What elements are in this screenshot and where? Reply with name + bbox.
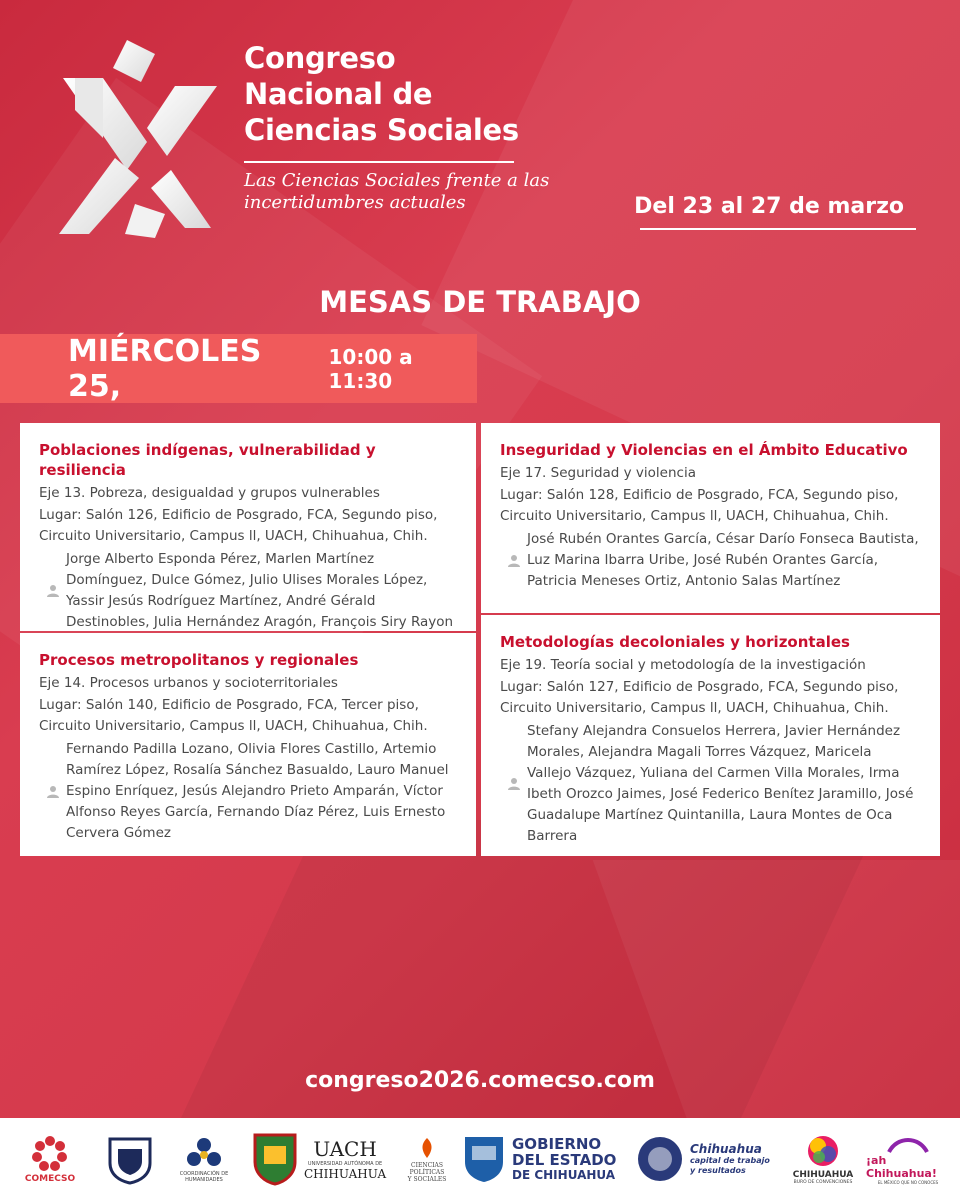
mesa-lugar: Lugar: Salón 128, Edificio de Posgrado, FCA, Segundo piso, Circuito Universitario, Campus ll, UACH, Chihuahua, Chih. [500, 487, 899, 524]
person-icon [500, 777, 527, 791]
person-icon [500, 554, 527, 568]
participant-names: Jorge Alberto Esponda Pérez, Marlen Martínez Domínguez, Dulce Gómez, Julio Ulises Morales López, Yassir Jesús Rodríguez Martínez, André Gérald Destinobles, Julia Hernández Aragón, François Siry Rayon [66, 551, 454, 630]
mesa-eje: Eje 14. Procesos urbanos y socioterritoriales [39, 675, 338, 691]
mesa-lugar: Lugar: Salón 126, Edificio de Posgrado, FCA, Segundo piso, Circuito Universitario, Campus ll, UACH, Chihuahua, Chih. [39, 507, 438, 544]
tagline: Las Ciencias Sociales frente a las incertidumbres actuales [244, 170, 550, 213]
day-banner [0, 334, 477, 403]
mesa-participants [39, 739, 456, 844]
unam-logo [100, 1118, 160, 1200]
ah-chihuahua-logo: ¡ah Chihuahua! EL MÉXICO QUE NO CONOCES [866, 1118, 950, 1200]
participant-names: José Rubén Orantes García, César Darío Fonseca Bautista, Luz Marina Ibarra Uribe, José Rubén Orantes García, Patricia Meneses Ortiz, Antonio Salas Martínez [527, 531, 919, 589]
day-label: MIÉRCOLES 25, [68, 333, 262, 404]
mesa-card [481, 615, 940, 856]
website-link[interactable]: congreso2026.comecso.com [305, 1068, 655, 1093]
mesa-card [481, 423, 940, 613]
comecso-logo: COMECSO [20, 1118, 80, 1200]
person-icon [39, 785, 66, 799]
mesa-eje: Eje 17. Seguridad y violencia [500, 465, 696, 481]
mesa-card [20, 423, 476, 631]
municipio-chihuahua-logo: Chihuahua capital de trabajo y resultados [636, 1118, 786, 1200]
divider [244, 161, 514, 163]
participant-names: Stefany Alejandra Consuelos Herrera, Javier Hernández Morales, Alejandra Magali Torres Vázquez, Maricela Vallejo Vázquez, Yuliana del Carmen Villa Morales, Irma Ibeth Orozco Jaimes, José Federico Benítez Jaramillo, José Guadalupe Martínez Quintanilla, Laura Montes de Oca Barrera [527, 723, 914, 844]
event-dates: Del 23 al 27 de marzo [634, 194, 904, 219]
mesa-title: Poblaciones indígenas, vulnerabilidad y resiliencia [39, 441, 376, 479]
congress-title: Congreso Nacional de Ciencias Sociales [244, 41, 519, 147]
mesa-eje: Eje 13. Pobreza, desigualdad y grupos vulnerables [39, 485, 380, 501]
gobierno-estado-logo: GOBIERNO DEL ESTADO DE CHIHUAHUA [462, 1118, 634, 1200]
mesa-lugar: Lugar: Salón 140, Edificio de Posgrado, FCA, Tercer piso, Circuito Universitario, Campus ll, UACH, Chihuahua, Chih. [39, 697, 428, 734]
mesa-participants [500, 721, 920, 847]
logo-x-icon [55, 38, 225, 238]
participant-names: Fernando Padilla Lozano, Olivia Flores Castillo, Artemio Ramírez López, Rosalía Sánchez Basualdo, Lauro Manuel Espino Enríquez, Jesús Alejandro Prieto Amparán, Víctor Alfonso Reyes García, Fernando Díaz Pérez, Luis Ernesto Cervera Gómez [66, 741, 449, 841]
divider [640, 228, 916, 230]
mesa-title: Metodologías decoloniales y horizontales [500, 633, 850, 651]
time-range: 10:00 a 11:30 [328, 344, 413, 393]
mesa-title: Inseguridad y Violencias en el Ámbito Educativo [500, 441, 908, 459]
section-title: MESAS DE TRABAJO [319, 285, 641, 319]
mesa-lugar: Lugar: Salón 127, Edificio de Posgrado, FCA, Segundo piso, Circuito Universitario, Campus ll, UACH, Chihuahua, Chih. [500, 679, 899, 716]
mesa-participants [39, 549, 456, 633]
mesa-participants [500, 529, 920, 592]
ciencias-politicas-logo: CIENCIAS POLÍTICAS Y SOCIALES [402, 1118, 452, 1200]
sponsor-bar [0, 1118, 960, 1200]
mesa-title: Procesos metropolitanos y regionales [39, 651, 359, 669]
uach-logo: UACH UNIVERSIDAD AUTÓNOMA DE CHIHUAHUA [252, 1118, 412, 1200]
mesa-card [20, 633, 476, 856]
person-icon [39, 584, 66, 598]
mesa-eje: Eje 19. Teoría social y metodología de la investigación [500, 657, 866, 673]
buro-convenciones-logo: CHIHUAHUA BURÓ DE CONVENCIONES [786, 1118, 860, 1200]
coordinacion-humanidades-logo: COORDINACIÓN DE HUMANIDADES [172, 1118, 236, 1200]
